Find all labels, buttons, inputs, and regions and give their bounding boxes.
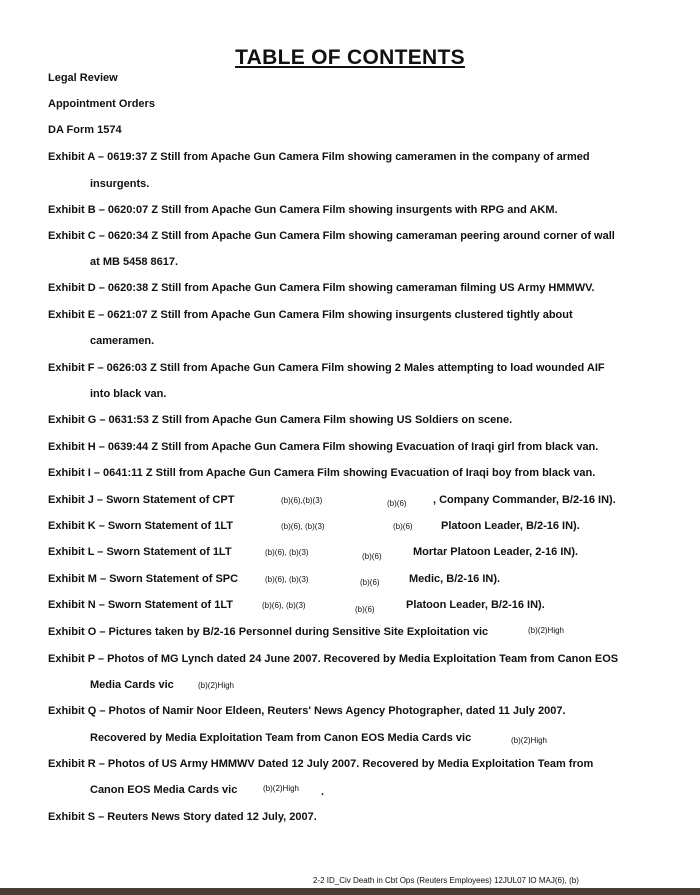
redaction-marker: (b)(6), (b)(3) bbox=[265, 548, 309, 557]
toc-entry-exhibit-o: Exhibit O – Pictures taken by B/2-16 Personnel during Sensitive Site Exploitation vic bbox=[48, 626, 489, 638]
page-footer: 2-2 ID_Civ Death in Cbt Ops (Reuters Employees) 12JUL07 IO MAJ(6), (b) bbox=[313, 876, 579, 885]
toc-entry-exhibit-g: Exhibit G – 0631:53 Z Still from Apache Gun Camera Film showing US Soldiers on scene. bbox=[48, 414, 513, 426]
toc-entry-exhibit-r-period: . bbox=[321, 786, 325, 798]
redaction-marker: (b)(6) bbox=[387, 499, 407, 508]
redaction-marker: (b)(6),(b)(3) bbox=[281, 496, 323, 505]
toc-entry-exhibit-m: Exhibit M – Sworn Statement of SPC bbox=[48, 573, 239, 585]
toc-entry-exhibit-p-cont: Media Cards vic bbox=[90, 679, 174, 691]
toc-entry-exhibit-s: Exhibit S – Reuters News Story dated 12 July, 2007. bbox=[48, 811, 317, 823]
toc-entry-exhibit-k-cont: Platoon Leader, B/2-16 IN). bbox=[441, 520, 580, 532]
toc-entry-exhibit-k: Exhibit K – Sworn Statement of 1LT bbox=[48, 520, 233, 532]
toc-entry-exhibit-e-cont: cameramen. bbox=[90, 335, 155, 347]
toc-entry-exhibit-n-cont: Platoon Leader, B/2-16 IN). bbox=[406, 599, 545, 611]
toc-entry-exhibit-l: Exhibit L – Sworn Statement of 1LT bbox=[48, 546, 232, 558]
toc-entry-exhibit-f: Exhibit F – 0626:03 Z Still from Apache Gun Camera Film showing 2 Males attempting to load wounded AIF bbox=[48, 362, 605, 374]
redaction-marker: (b)(6) bbox=[355, 605, 375, 614]
toc-entry-exhibit-h: Exhibit H – 0639:44 Z Still from Apache Gun Camera Film showing Evacuation of Iraqi girl from black van. bbox=[48, 441, 599, 453]
redaction-marker: (b)(6) bbox=[393, 522, 413, 531]
toc-entry-exhibit-r: Exhibit R – Photos of US Army HMMWV Dated 12 July 2007. Recovered by Media Exploitation Team from bbox=[48, 758, 594, 770]
toc-entry-exhibit-j: Exhibit J – Sworn Statement of CPT bbox=[48, 494, 235, 506]
toc-entry-legal-review: Legal Review bbox=[48, 72, 118, 84]
toc-entry-exhibit-a-cont: insurgents. bbox=[90, 178, 150, 190]
toc-entry-exhibit-l-cont: Mortar Platoon Leader, 2-16 IN). bbox=[413, 546, 579, 558]
toc-entry-exhibit-j-cont: , Company Commander, B/2-16 IN). bbox=[433, 494, 616, 506]
toc-entry-exhibit-m-cont: Medic, B/2-16 IN). bbox=[409, 573, 501, 585]
redaction-marker: (b)(6) bbox=[362, 552, 382, 561]
toc-entry-exhibit-n: Exhibit N – Sworn Statement of 1LT bbox=[48, 599, 233, 611]
toc-entry-exhibit-e: Exhibit E – 0621:07 Z Still from Apache Gun Camera Film showing insurgents clustered tightly about bbox=[48, 309, 573, 321]
toc-entry-exhibit-b: Exhibit B – 0620:07 Z Still from Apache Gun Camera Film showing insurgents with RPG and AKM. bbox=[48, 204, 558, 216]
toc-entry-exhibit-q: Exhibit Q – Photos of Namir Noor Eldeen, Reuters' News Agency Photographer, dated 11 July 2007. bbox=[48, 705, 566, 717]
redaction-marker: (b)(2)High bbox=[528, 626, 565, 635]
redaction-marker: (b)(2)High bbox=[263, 784, 300, 793]
toc-entry-appointment-orders: Appointment Orders bbox=[48, 98, 155, 110]
redaction-marker: (b)(6), (b)(3) bbox=[281, 522, 325, 531]
redaction-marker: (b)(6), (b)(3) bbox=[265, 575, 309, 584]
toc-entry-exhibit-c-cont: at MB 5458 8617. bbox=[90, 256, 179, 268]
toc-entry-exhibit-q-cont: Recovered by Media Exploitation Team from Canon EOS Media Cards vic bbox=[90, 732, 472, 744]
toc-entry-exhibit-c: Exhibit C – 0620:34 Z Still from Apache Gun Camera Film showing cameraman peering around corner of wall bbox=[48, 230, 615, 242]
toc-entry-exhibit-d: Exhibit D – 0620:38 Z Still from Apache Gun Camera Film showing cameraman filming US Army HMMWV. bbox=[48, 282, 595, 294]
redaction-marker: (b)(6) bbox=[360, 578, 380, 587]
toc-entry-exhibit-f-cont: into black van. bbox=[90, 388, 167, 400]
redaction-marker: (b)(6), (b)(3) bbox=[262, 601, 306, 610]
toc-entry-da-form: DA Form 1574 bbox=[48, 124, 122, 136]
toc-entry-exhibit-i: Exhibit I – 0641:11 Z Still from Apache Gun Camera Film showing Evacuation of Iraqi boy from black van. bbox=[48, 467, 596, 479]
toc-entry-exhibit-r-cont: Canon EOS Media Cards vic bbox=[90, 784, 238, 796]
redaction-marker: (b)(2)High bbox=[511, 736, 548, 745]
bottom-edge bbox=[0, 888, 700, 895]
toc-entry-exhibit-p: Exhibit P – Photos of MG Lynch dated 24 June 2007. Recovered by Media Exploitation Team from Canon EOS bbox=[48, 653, 619, 665]
toc-entry-exhibit-a: Exhibit A – 0619:37 Z Still from Apache Gun Camera Film showing cameramen in the company of armed bbox=[48, 151, 590, 163]
page-title: TABLE OF CONTENTS bbox=[235, 46, 465, 69]
redaction-marker: (b)(2)High bbox=[198, 681, 235, 690]
